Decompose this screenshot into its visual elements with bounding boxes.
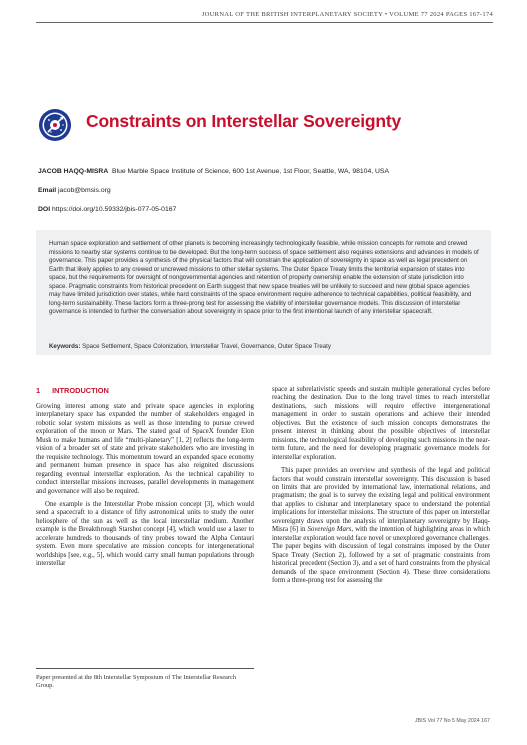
email-link[interactable]: jacob@bmsis.org <box>58 187 111 194</box>
header-rule <box>36 22 493 23</box>
author-name: JACOB HAQQ-MISRA <box>38 168 109 175</box>
doi-link[interactable]: https://doi.org/10.59332/jbis-077-05-0167 <box>51 206 177 213</box>
section-number: 1 <box>36 386 41 395</box>
section-title: INTRODUCTION <box>52 386 109 395</box>
keywords-label: Keywords: <box>49 343 81 350</box>
footnote: Paper presented at the 8th Interstellar Symposium of The Interstellar Research Group. <box>36 674 237 689</box>
doi-label: DOI <box>38 206 51 213</box>
journal-header <box>0 8 527 26</box>
abstract-text: Human space exploration and settlement of other planets is becoming increasingly technologically feasible, while mission concepts for remote and crewed missions to nearby star systems continue to be developed. But the long-term success of space settlement also requires extensions and advances in models of governance. This paper provides a synthesis of the physical factors that will constrain the application of sovereignty in space as well as legal precedent on Earth that likely applies to any crewed or uncrewed missions to other stellar systems. The Outer Space Treaty limits the territorial expansion of states into space, but the requirements for oversight of nongovernmental agencies and retention of property ownership enable the extension of state jurisdiction into space. Pragmatic constraints from historical precedent on Earth suggest that new space treaties will be unlikely to succeed and new global space agencies may have limited jurisdiction over states, while hard constraints of the space environment require adherence to technical capabilities, political feasibility, and long-term sustainability. These factors form a three-prong test for assessing the viability of interstellar governance models. This discussion of interstellar governance is intended to further the conversation about sovereignty in space prior to the first intentional launch of any interstellar spacecraft. <box>49 240 479 315</box>
left-paragraph-2: One example is the Interstellar Probe mission concept [3], which would send a spacecraft to a distance of fifty astronomical units to study the outer heliosphere of the sun as well as the local interstellar medium. Another example is the Breakthrough Starshot concept [4], which would use a laser to accelerate hundreds to thousands of tiny probes toward the Alpha Centauri system. Even more speculative are mission concepts for intergenerational worldships [see, e.g., 5], which would carry small human populations through interstellar <box>36 500 254 568</box>
author-line <box>38 168 389 175</box>
right-paragraph-2-start: This paper provides an overview and synthesis of the legal and political factors that would constrain interstellar sovereignty. This discussion is based on limits that are provided by international law, international relations, and pragmatism; the goal is to survey the existing legal and political environment that applies to cislunar and interplanetary space to understand the potential implications for interstellar missions. The structure of this paper on interstellar sovereignty draws upon the analysis of interplanetary sovereignty by Haqq-Misra [6] in <box>272 467 490 534</box>
paper-title: Constraints on Interstellar Sovereignty <box>86 111 402 131</box>
page-footer: JBIS Vol 77 No 5 May 2024 167 <box>414 718 490 724</box>
journal-header-text: JOURNAL OF THE BRITISH INTERPLANETARY SOCIETY • VOLUME 77 2024 PAGES 167-174 <box>201 11 493 18</box>
footnote-rule <box>36 668 254 669</box>
left-column <box>36 403 254 569</box>
right-paragraph-1: space at subrelativistic speeds and sustain multiple generational cycles before reaching the destination. Due to the long travel times to reach interstellar destinations, such missions will require effective intergenerational management in order to sustain operations and achieve their intended objectives. But the existence of such mission concepts demonstrates the present interest in thinking about the possible objectives of interstellar missions, the technological feasibility of developing such missions in the near-term future, and the need for developing pragmatic governance models for interstellar exploration. <box>272 386 490 461</box>
right-paragraph-2 <box>272 467 490 585</box>
society-emblem-icon <box>38 108 72 142</box>
book-title-italic: Sovereign Mars <box>307 526 352 534</box>
right-paragraph-2-end: , with the intention of highlighting areas in which interstellar exploration would face novel or unexplored governance challenges. The paper begins with discussion of legal constraints imposed by the Outer Space Treaty (Section 2), followed by a set of pragmatic constraints from historical precedent (Section 3), and a set of hard constraints from the physical demands of the space environment (Section 4). These three considerations form a three-prong test for assessing the <box>272 526 491 584</box>
section-heading <box>36 386 109 395</box>
right-column <box>272 386 490 585</box>
doi-line <box>38 206 176 213</box>
keywords-value: Space Settlement, Space Colonization, Interstellar Travel, Governance, Outer Space Treaty <box>82 343 331 350</box>
keywords-line <box>49 343 479 350</box>
author-affiliation: Blue Marble Space Institute of Science, 600 1st Avenue, 1st Floor, Seattle, WA, 98104, USA <box>112 168 389 175</box>
email-line <box>38 187 111 194</box>
left-paragraph-1: Growing interest among state and private space agencies in exploring interplanetary space has expanded the number of stakeholders engaged in robotic solar system missions as well as those intending to pursue crewed exploration of the moon or Mars. The stated goal of SpaceX founder Elon Musk to make humans and life “multi-planetary” [1, 2] reflects the long-term vision of a broader set of state and private stakeholders who are investing in the requisite technology. This momentum toward an expanded space economy and permanent human presence in space has also reignited discussions regarding eventual interstellar exploration. As the technical capability to conduct interstellar missions increases, parallel developments in management and governance will also be required. <box>36 403 254 495</box>
email-label: Email <box>38 187 57 194</box>
